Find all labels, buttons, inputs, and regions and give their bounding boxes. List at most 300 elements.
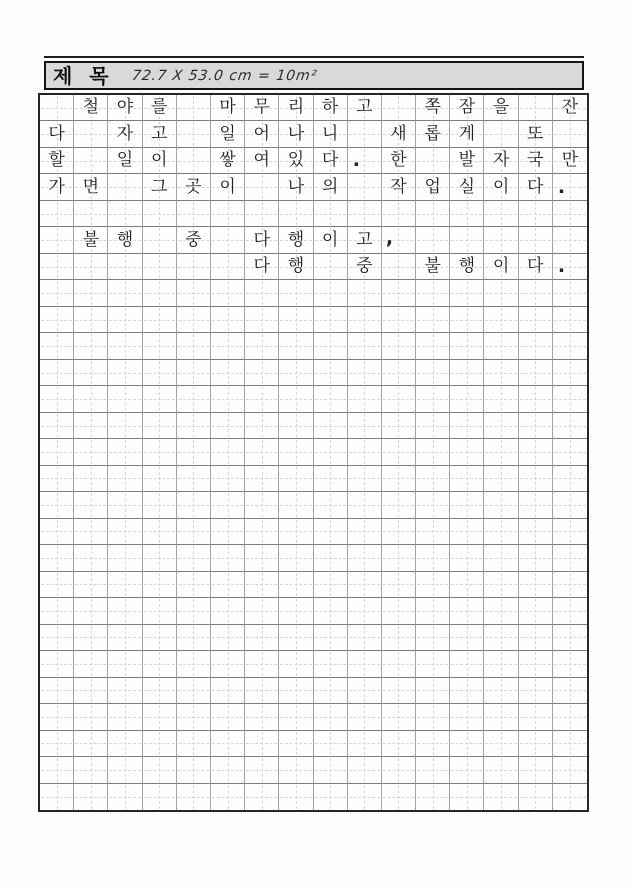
grid-cell — [314, 704, 348, 730]
grid-cell — [108, 757, 142, 783]
grid-cell — [40, 386, 74, 412]
handwritten-character: 새 — [390, 123, 407, 144]
grid-cell — [450, 413, 484, 439]
grid-cell — [40, 201, 74, 227]
handwritten-character: 면 — [82, 176, 99, 197]
grid-cell — [74, 307, 108, 333]
grid-cell — [382, 466, 416, 492]
grid-cell — [245, 280, 279, 306]
grid-cell — [519, 95, 553, 121]
handwritten-character: 업 — [424, 176, 441, 197]
grid-cell — [143, 704, 177, 730]
handwritten-character: 철 — [82, 97, 99, 118]
grid-cell — [416, 360, 450, 386]
grid-cell — [143, 678, 177, 704]
grid-cell — [143, 466, 177, 492]
grid-cell — [108, 625, 142, 651]
grid-cell — [74, 704, 108, 730]
grid-cell — [553, 360, 587, 386]
grid-cell — [279, 598, 313, 624]
handwritten-character: 다 — [527, 176, 544, 197]
grid-cell — [519, 625, 553, 651]
grid-cell — [177, 784, 211, 810]
grid-cell — [553, 254, 587, 280]
grid-cell — [519, 466, 553, 492]
grid-cell — [279, 625, 313, 651]
handwritten-character: 자 — [116, 123, 134, 144]
grid-cell — [108, 95, 142, 121]
grid-cell — [74, 174, 108, 200]
grid-cell — [143, 784, 177, 810]
grid-cell — [245, 572, 279, 598]
grid-cell — [245, 678, 279, 704]
grid-cell — [40, 174, 74, 200]
grid-cell — [211, 492, 245, 518]
handwritten-character: 쌓 — [219, 150, 236, 171]
handwritten-character: 다 — [527, 256, 544, 277]
grid-cell — [553, 148, 587, 174]
grid-cell — [519, 148, 553, 174]
grid-cell — [177, 678, 211, 704]
grid-cell — [40, 598, 74, 624]
grid-cell — [484, 360, 518, 386]
grid-cell — [108, 545, 142, 571]
grid-cell — [416, 598, 450, 624]
grid-cell — [245, 625, 279, 651]
grid-cell — [108, 386, 142, 412]
grid-cell — [245, 333, 279, 359]
grid-cell — [484, 492, 518, 518]
grid-cell — [143, 598, 177, 624]
grid-cell — [519, 280, 553, 306]
grid-cell — [108, 227, 142, 253]
grid-cell — [519, 333, 553, 359]
grid-cell — [279, 519, 313, 545]
handwritten-character: 리 — [287, 97, 305, 118]
grid-cell — [245, 545, 279, 571]
grid-cell — [382, 625, 416, 651]
grid-cell — [211, 757, 245, 783]
grid-cell — [553, 784, 587, 810]
handwritten-character: 이 — [321, 229, 339, 250]
grid-cell — [382, 731, 416, 757]
grid-cell — [382, 280, 416, 306]
grid-cell — [108, 360, 142, 386]
grid-cell — [416, 651, 450, 677]
grid-cell — [40, 360, 74, 386]
handwritten-character: 가 — [48, 176, 65, 197]
grid-cell — [519, 519, 553, 545]
grid-cell — [279, 148, 313, 174]
title-label: 제 목 — [53, 63, 114, 88]
grid-cell — [245, 174, 279, 200]
grid-cell — [382, 174, 416, 200]
grid-cell — [416, 545, 450, 571]
grid-cell — [450, 121, 484, 147]
grid-cell — [245, 121, 279, 147]
grid-cell — [177, 95, 211, 121]
grid-cell — [279, 492, 313, 518]
grid-cell — [279, 174, 313, 200]
grid-cell — [211, 148, 245, 174]
grid-cell — [279, 757, 313, 783]
grid-cell — [519, 174, 553, 200]
grid-cell — [40, 280, 74, 306]
grid-cell — [40, 148, 74, 174]
grid-cell — [40, 572, 74, 598]
grid-cell — [382, 148, 416, 174]
grid-cell — [416, 731, 450, 757]
grid-cell — [108, 174, 142, 200]
grid-cell — [450, 360, 484, 386]
grid-cell — [450, 651, 484, 677]
handwritten-character: 게 — [458, 123, 476, 144]
grid-cell — [143, 492, 177, 518]
grid-cell — [245, 731, 279, 757]
grid-cell — [314, 784, 348, 810]
grid-cell — [279, 704, 313, 730]
grid-cell — [484, 651, 518, 677]
grid-cell — [108, 121, 142, 147]
grid-cell — [74, 386, 108, 412]
grid-cell — [40, 651, 74, 677]
grid-cell — [348, 360, 382, 386]
grid-cell — [211, 651, 245, 677]
handwritten-character: 행 — [287, 256, 305, 277]
grid-cell — [279, 307, 313, 333]
grid-cell — [143, 731, 177, 757]
grid-cell — [348, 757, 382, 783]
grid-cell — [348, 280, 382, 306]
grid-cell — [40, 492, 74, 518]
grid-cell — [382, 572, 416, 598]
grid-cell — [348, 227, 382, 253]
grid-cell — [519, 439, 553, 465]
grid-cell — [382, 121, 416, 147]
handwritten-character: 불 — [424, 256, 441, 277]
grid-cell — [484, 545, 518, 571]
grid-cell — [519, 121, 553, 147]
grid-cell — [40, 95, 74, 121]
grid-cell — [519, 598, 553, 624]
grid-cell — [450, 439, 484, 465]
grid-cell — [74, 333, 108, 359]
grid-cell — [279, 333, 313, 359]
grid-cell — [74, 360, 108, 386]
handwritten-character: 를 — [150, 97, 168, 118]
handwritten-character: 나 — [287, 176, 305, 197]
grid-cell — [519, 704, 553, 730]
grid-cell — [143, 148, 177, 174]
grid-cell — [416, 280, 450, 306]
grid-cell — [108, 572, 142, 598]
grid-cell — [484, 227, 518, 253]
grid-cell — [74, 519, 108, 545]
grid-cell — [177, 757, 211, 783]
grid-cell — [211, 360, 245, 386]
grid-cell — [177, 201, 211, 227]
grid-cell — [553, 519, 587, 545]
grid-cell — [553, 731, 587, 757]
grid-cell — [519, 413, 553, 439]
grid-cell — [40, 625, 74, 651]
grid-cell — [245, 651, 279, 677]
grid-cell — [40, 704, 74, 730]
handwritten-character: 잔 — [561, 97, 579, 118]
grid-cell — [484, 439, 518, 465]
grid-cell — [553, 651, 587, 677]
grid-cell — [348, 492, 382, 518]
grid-cell — [108, 413, 142, 439]
grid-cell — [519, 492, 553, 518]
grid-cell — [484, 704, 518, 730]
grid-cell — [211, 95, 245, 121]
grid-cell — [108, 784, 142, 810]
handwritten-character: 행 — [287, 229, 305, 250]
grid-cell — [484, 625, 518, 651]
grid-cell — [211, 386, 245, 412]
grid-cell — [450, 598, 484, 624]
grid-cell — [553, 307, 587, 333]
grid-cell — [348, 545, 382, 571]
grid-cell — [553, 95, 587, 121]
grid-cell — [74, 492, 108, 518]
grid-cell — [74, 439, 108, 465]
handwritten-character: 마 — [219, 97, 236, 118]
handwritten-character: 여 — [253, 150, 270, 171]
grid-cell — [177, 280, 211, 306]
grid-cell — [177, 625, 211, 651]
grid-cell — [143, 333, 177, 359]
grid-cell — [553, 492, 587, 518]
grid-cell — [211, 307, 245, 333]
grid-cell — [553, 598, 587, 624]
grid-cell — [143, 439, 177, 465]
grid-cell — [416, 227, 450, 253]
grid-cell — [553, 757, 587, 783]
grid-cell — [245, 598, 279, 624]
grid-cell — [74, 201, 108, 227]
grid-cell — [484, 731, 518, 757]
handwritten-character: 하 — [321, 97, 339, 118]
grid-cell — [74, 148, 108, 174]
grid-cell — [177, 598, 211, 624]
handwritten-character: 잠 — [458, 97, 476, 118]
grid-cell — [484, 678, 518, 704]
grid-cell — [74, 784, 108, 810]
handwritten-character: . — [557, 255, 566, 278]
grid-cell — [177, 174, 211, 200]
grid-cell — [74, 121, 108, 147]
grid-cell — [177, 307, 211, 333]
handwritten-character: 발 — [458, 150, 476, 171]
grid-cell — [484, 148, 518, 174]
grid-cell — [450, 254, 484, 280]
handwritten-character: 쪽 — [424, 97, 441, 118]
grid-cell — [108, 519, 142, 545]
grid-cell — [348, 598, 382, 624]
grid-cell — [348, 201, 382, 227]
grid-cell — [211, 280, 245, 306]
grid-cell — [211, 121, 245, 147]
grid-cell — [519, 678, 553, 704]
grid-cell — [314, 201, 348, 227]
grid-cell — [74, 95, 108, 121]
handwritten-character: 실 — [458, 176, 476, 197]
grid-cell — [143, 121, 177, 147]
grid-cell — [348, 254, 382, 280]
grid-cell — [314, 413, 348, 439]
grid-cell — [382, 201, 416, 227]
grid-cell — [245, 307, 279, 333]
grid-cell — [143, 545, 177, 571]
handwritten-character: 의 — [321, 176, 339, 197]
grid-cell — [314, 333, 348, 359]
grid-cell — [484, 572, 518, 598]
grid-cell — [177, 572, 211, 598]
grid-cell — [314, 174, 348, 200]
grid-cell — [108, 731, 142, 757]
grid-cell — [348, 333, 382, 359]
grid-cell — [177, 360, 211, 386]
grid-cell — [245, 704, 279, 730]
handwritten-character: 고 — [356, 229, 373, 250]
grid-cell — [553, 174, 587, 200]
grid-cell — [108, 307, 142, 333]
grid-cell — [143, 95, 177, 121]
grid-cell — [74, 731, 108, 757]
grid-cell — [40, 439, 74, 465]
handwritten-character: 야 — [116, 97, 134, 118]
grid-cell — [279, 545, 313, 571]
grid-cell — [484, 386, 518, 412]
grid-cell — [348, 572, 382, 598]
grid-cell — [348, 95, 382, 121]
handwritten-size-note: 72.7 X 53.0 cm = 10m² — [130, 67, 319, 84]
grid-cell — [484, 95, 518, 121]
grid-cell — [416, 386, 450, 412]
grid-cell — [108, 439, 142, 465]
grid-cell — [279, 254, 313, 280]
grid-cell — [211, 174, 245, 200]
grid-cell — [74, 651, 108, 677]
grid-cell — [416, 678, 450, 704]
grid-cell — [143, 254, 177, 280]
grid-cell — [484, 280, 518, 306]
grid-cell — [177, 386, 211, 412]
grid-cell — [416, 148, 450, 174]
grid-cell — [484, 201, 518, 227]
grid-cell — [553, 121, 587, 147]
grid-cell — [348, 704, 382, 730]
grid-cell — [211, 572, 245, 598]
grid-cell — [382, 227, 416, 253]
handwritten-character: 중 — [356, 256, 373, 277]
grid-cell — [382, 439, 416, 465]
grid-cell — [348, 307, 382, 333]
grid-cell — [416, 333, 450, 359]
grid-cell — [553, 227, 587, 253]
grid-cell — [484, 784, 518, 810]
handwritten-character: 또 — [527, 123, 544, 144]
grid-cell — [177, 254, 211, 280]
grid-cell — [245, 360, 279, 386]
handwritten-character: 그 — [150, 176, 168, 197]
grid-cell — [553, 678, 587, 704]
handwritten-character: 이 — [492, 256, 510, 277]
grid-cell — [245, 386, 279, 412]
grid-cell — [108, 704, 142, 730]
grid-cell — [108, 333, 142, 359]
handwritten-character: 다 — [48, 123, 65, 144]
grid-cell — [416, 704, 450, 730]
grid-cell — [314, 280, 348, 306]
grid-cell — [108, 678, 142, 704]
grid-cell — [519, 545, 553, 571]
grid-cell — [245, 95, 279, 121]
grid-cell — [143, 519, 177, 545]
grid-cell — [177, 651, 211, 677]
grid-cell — [177, 413, 211, 439]
handwritten-character: 행 — [458, 256, 476, 277]
handwritten-character: 나 — [287, 123, 305, 144]
grid-cell — [450, 784, 484, 810]
grid-cell — [416, 519, 450, 545]
grid-cell — [416, 95, 450, 121]
grid-cell — [348, 519, 382, 545]
grid-cell — [40, 121, 74, 147]
grid-cell — [348, 625, 382, 651]
grid-cell — [177, 439, 211, 465]
grid-cell — [211, 413, 245, 439]
grid-cell — [211, 678, 245, 704]
grid-cell — [484, 333, 518, 359]
grid-cell — [108, 201, 142, 227]
grid-cell — [40, 545, 74, 571]
grid-cell — [348, 148, 382, 174]
grid-cell — [382, 704, 416, 730]
grid-cell — [382, 784, 416, 810]
grid-cell — [245, 413, 279, 439]
grid-cell — [484, 466, 518, 492]
grid-cell — [211, 731, 245, 757]
grid-cell — [382, 651, 416, 677]
grid-cell — [74, 280, 108, 306]
grid-cell — [74, 466, 108, 492]
grid-cell — [450, 678, 484, 704]
grid-cell — [450, 704, 484, 730]
grid-cell — [519, 307, 553, 333]
grid-cell — [40, 413, 74, 439]
handwritten-character: 어 — [253, 123, 270, 144]
grid-cell — [211, 439, 245, 465]
handwritten-character: 일 — [116, 150, 134, 171]
grid-cell — [177, 731, 211, 757]
grid-cell — [74, 757, 108, 783]
handwritten-character: 만 — [561, 150, 579, 171]
grid-cell — [279, 572, 313, 598]
grid-cell — [484, 254, 518, 280]
grid-cell — [382, 519, 416, 545]
grid-cell — [74, 625, 108, 651]
handwritten-character: 일 — [219, 123, 236, 144]
grid-cell — [348, 731, 382, 757]
grid-cell — [245, 439, 279, 465]
grid-cell — [40, 307, 74, 333]
grid-cell — [279, 227, 313, 253]
grid-cell — [416, 572, 450, 598]
grid-cell — [211, 227, 245, 253]
